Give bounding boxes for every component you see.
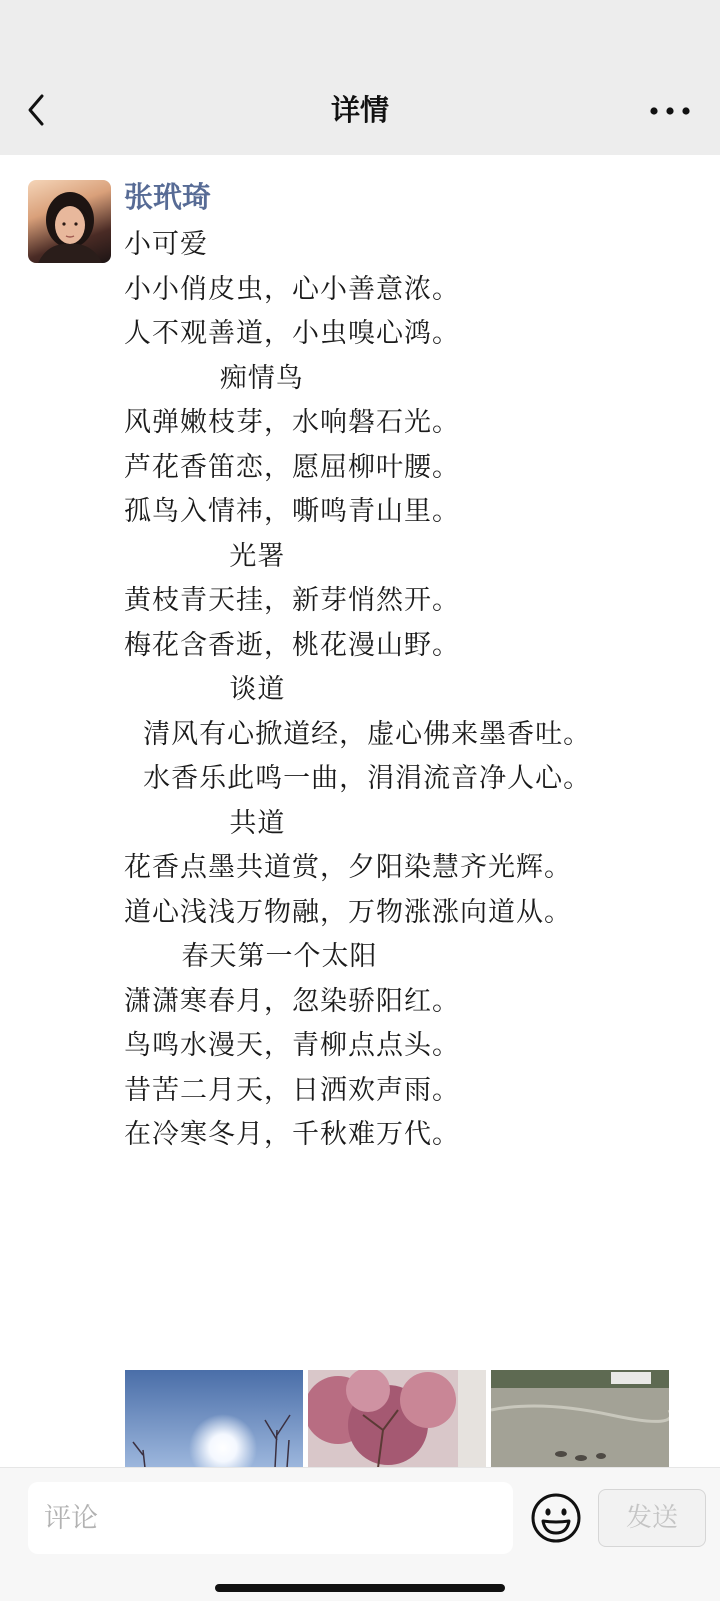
page-title: 详情: [330, 93, 389, 127]
post-line: 孤鸟入情祎，嘶鸣青山里。: [124, 496, 460, 527]
post-line: 鸟鸣水漫天，青柳点点头。: [124, 1030, 460, 1061]
post-line: 在冷寒冬月，千秋难万代。: [124, 1119, 460, 1150]
post-line: 道心浅浅万物融，万物涨涨向道从。: [124, 896, 572, 928]
comment-input[interactable]: [28, 1482, 513, 1554]
post-line: 清风有心掀道经，虚心佛来墨香吐。: [124, 718, 592, 750]
home-indicator: [215, 1584, 505, 1592]
photo-plum-blossom[interactable]: [308, 1370, 486, 1468]
post-line: 梅花含香逝，桃花漫山野。: [124, 629, 460, 661]
photo-sun-sky[interactable]: [125, 1370, 303, 1468]
more-dots-icon: [648, 100, 692, 122]
post-text: [124, 223, 684, 1158]
avatar-portrait-image: [28, 180, 111, 263]
post-line: 共道: [124, 807, 286, 839]
post-detail: [0, 155, 720, 1467]
comment-bar: [0, 1467, 720, 1601]
smiley-icon: [530, 1492, 582, 1544]
post-line: 黄枝青天挂，新芽悄然开。: [124, 585, 460, 616]
emoji-button[interactable]: [530, 1492, 582, 1544]
post-line: 春天第一个太阳: [124, 941, 378, 972]
post-line: 风弹嫩枝芽，水响磐石光。: [124, 407, 460, 438]
photo-grid: [125, 1370, 669, 1468]
post-line: 芦花香笛恋，愿屈柳叶腰。: [124, 451, 460, 483]
post-line: 小可爱: [124, 229, 208, 260]
post-line: 人不观善道，小虫嗅心鸿。: [124, 318, 460, 349]
more-options-button[interactable]: [648, 100, 692, 122]
post-line: 潇潇寒春月，忽染骄阳红。: [124, 985, 460, 1017]
author-name[interactable]: 张玳琦: [124, 180, 212, 214]
post-line: 光署: [124, 540, 286, 572]
post-line: 水香乐此鸣一曲，涓涓流音净人心。: [124, 763, 592, 794]
photo-pond-ducks[interactable]: [491, 1370, 669, 1468]
post-line: 花香点墨共道赏，夕阳染慧齐光辉。: [124, 852, 572, 883]
post-line: 谈道: [124, 674, 286, 705]
avatar[interactable]: [28, 180, 111, 263]
post-line: 小小俏皮虫，心小善意浓。: [124, 273, 460, 305]
send-button[interactable]: 发送: [598, 1489, 706, 1547]
top-navigation-bar: [0, 0, 720, 155]
post-line: 痴情鸟: [124, 362, 304, 394]
post-line: 昔苦二月天，日洒欢声雨。: [124, 1074, 460, 1106]
